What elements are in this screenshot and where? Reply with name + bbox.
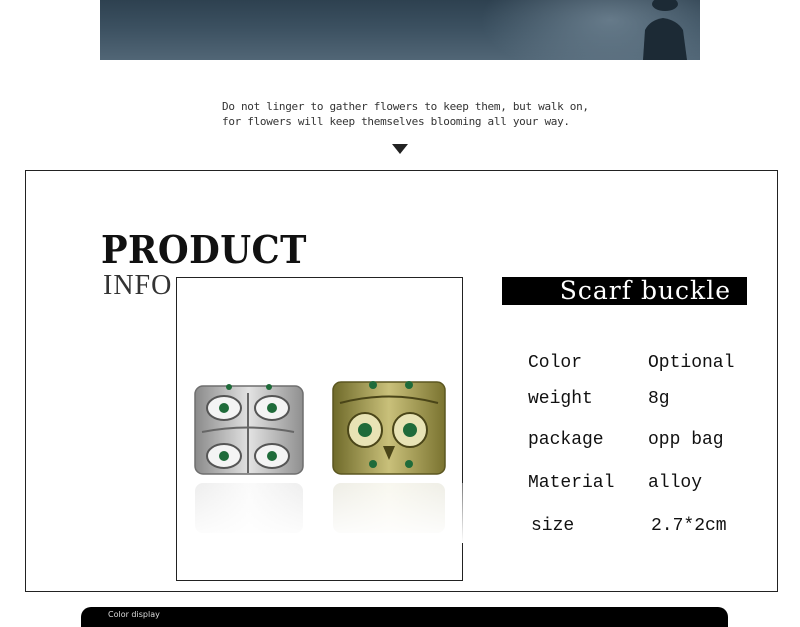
spec-value-material: alloy <box>648 473 703 493</box>
spec-value-weight: 8g <box>648 389 670 409</box>
spec-value-package: opp bag <box>648 430 724 450</box>
product-name-banner: Scarf buckle <box>502 277 747 305</box>
spec-label-material: Material <box>528 473 615 493</box>
color-display-bar <box>81 607 728 627</box>
quote-text <box>222 99 642 129</box>
color-display-label: Color display <box>108 610 160 619</box>
quote-line-2: for flowers will keep themselves blooming all your way. <box>222 115 570 128</box>
spec-label-weight: weight <box>528 389 593 409</box>
triangle-down-icon <box>392 144 408 154</box>
spec-label-size: size <box>531 516 575 536</box>
product-photo <box>176 277 463 581</box>
section-subtitle: INFO <box>103 270 173 301</box>
spec-value-size: 2.7*2cm <box>651 516 727 536</box>
spec-value-color: Optional <box>648 353 735 373</box>
spec-label-color: Color <box>528 353 583 373</box>
hero-banner <box>100 0 700 60</box>
section-title: PRODUCT <box>101 227 307 272</box>
spec-label-package: package <box>528 430 604 450</box>
silhouette-figure-icon <box>605 0 700 60</box>
quote-line-1: Do not linger to gather flowers to keep them, but walk on, <box>222 100 589 113</box>
scarf-buckle-image <box>177 278 464 582</box>
